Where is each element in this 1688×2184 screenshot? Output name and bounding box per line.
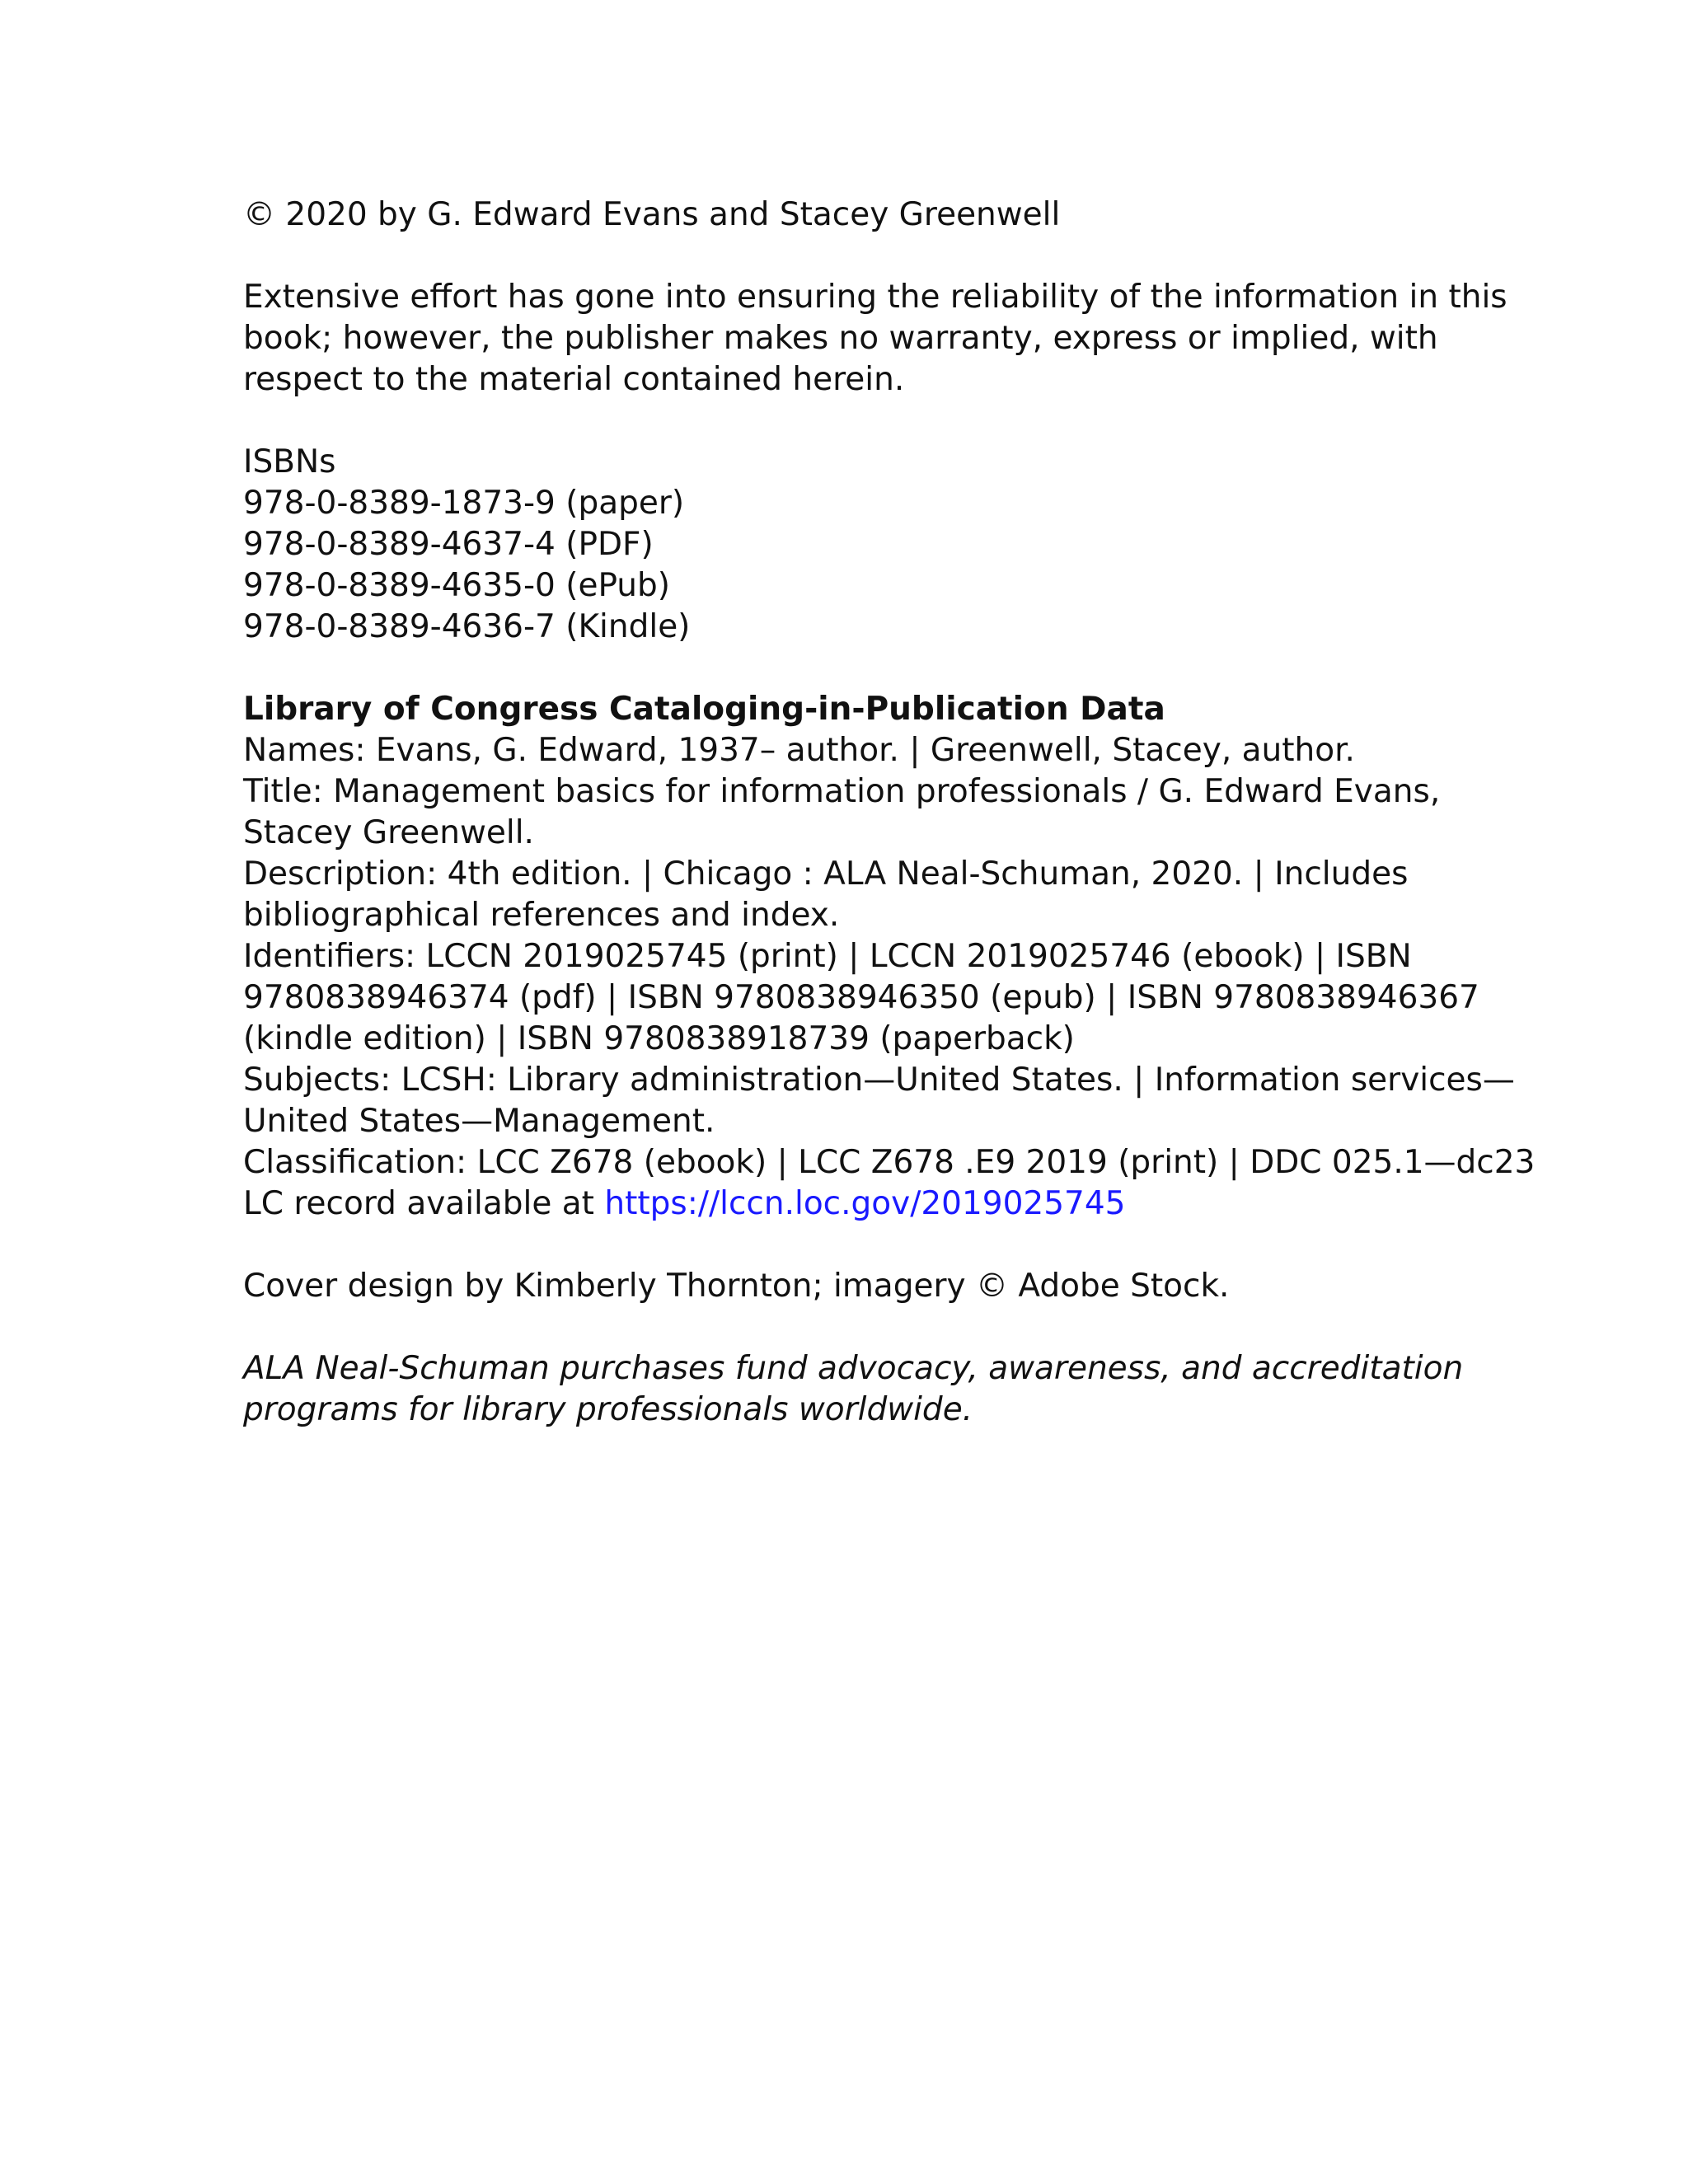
- lc-record-line: [243, 1183, 1496, 1225]
- copyright-page: [243, 194, 1536, 1431]
- cover-credit: [243, 1266, 1496, 1307]
- cip-identifiers: [243, 936, 1496, 1060]
- purchase-note: [243, 1348, 1496, 1431]
- cover-credit-text: Cover design by Kimberly Thornton; imagery © Adobe Stock.: [243, 1268, 1230, 1305]
- cip-classification: Classification: LCC Z678 (ebook) | LCC Z678 .E9 2019 (print) | DDC 025.1—dc23: [243, 1144, 1536, 1181]
- cip-description-line: Description: 4th edition. | Chicago : ALA Neal-Schuman, 2020. | Includes: [243, 855, 1409, 893]
- disclaimer-line: respect to the material contained herein.: [243, 361, 905, 398]
- isbn-heading: ISBNs: [243, 443, 336, 480]
- isbn-item: 978-0-8389-4637-4 (PDF): [243, 526, 654, 563]
- cip-description: [243, 854, 1496, 936]
- cip-heading: Library of Congress Cataloging-in-Publication Data: [243, 691, 1165, 728]
- cip-identifiers-line: 9780838946374 (pdf) | ISBN 9780838946350 (epub) | ISBN 9780838946367: [243, 979, 1479, 1016]
- cip-description-line: bibliographical references and index.: [243, 897, 840, 934]
- cip-title: [243, 771, 1496, 854]
- isbn-item: 978-0-8389-4636-7 (Kindle): [243, 608, 691, 645]
- purchase-note-line: ALA Neal-Schuman purchases fund advocacy, awareness, and accreditation: [243, 1350, 1464, 1387]
- cip-identifiers-line: Identifiers: LCCN 2019025745 (print) | LCCN 2019025746 (ebook) | ISBN: [243, 938, 1412, 975]
- lc-record-link[interactable]: https://lccn.loc.gov/2019025745: [604, 1185, 1126, 1222]
- isbn-list: [243, 442, 1496, 648]
- purchase-note-line: programs for library professionals worldwide.: [243, 1391, 973, 1428]
- cip-identifiers-line: (kindle edition) | ISBN 9780838918739 (paperback): [243, 1020, 1075, 1057]
- cip-names: Names: Evans, G. Edward, 1937– author. | Greenwell, Stacey, author.: [243, 732, 1355, 769]
- cip-data: [243, 689, 1536, 1225]
- disclaimer-line: Extensive effort has gone into ensuring the reliability of the information in this: [243, 279, 1507, 316]
- cip-title-line: Stacey Greenwell.: [243, 814, 534, 851]
- lc-record-prefix: LC record available at: [243, 1185, 605, 1222]
- cip-subjects: [243, 1060, 1515, 1142]
- disclaimer-line: book; however, the publisher makes no warranty, express or implied, with: [243, 320, 1438, 357]
- isbn-item: 978-0-8389-4635-0 (ePub): [243, 567, 670, 604]
- copyright-line: [243, 194, 1496, 236]
- disclaimer: [243, 277, 1507, 401]
- isbn-item: 978-0-8389-1873-9 (paper): [243, 485, 685, 522]
- cip-subjects-line: United States—Management.: [243, 1103, 715, 1140]
- copyright-text: © 2020 by G. Edward Evans and Stacey Greenwell: [243, 196, 1061, 233]
- cip-title-line: Title: Management basics for information professionals / G. Edward Evans,: [243, 773, 1441, 810]
- cip-subjects-line: Subjects: LCSH: Library administration—United States. | Information services—: [243, 1062, 1515, 1099]
